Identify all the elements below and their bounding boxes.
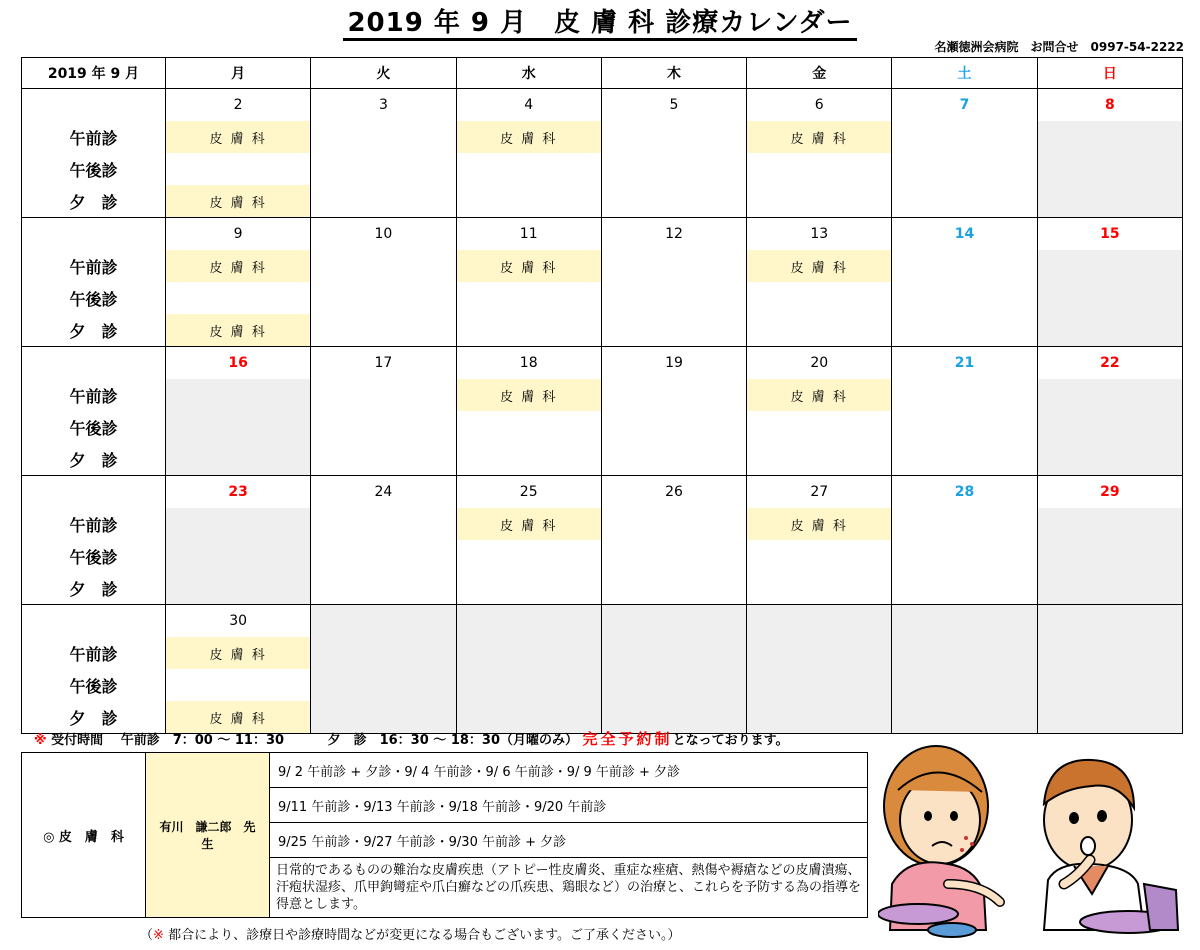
- clinic-slot-closed: [166, 540, 311, 572]
- clinic-slot-closed: [1037, 701, 1182, 734]
- clinic-slot-empty: [892, 185, 1037, 218]
- date-cell: 16: [166, 347, 311, 380]
- contact-info: 名瀬徳洲会病院 お問合せ 0997-54-2222: [934, 40, 1184, 54]
- clinic-slot-closed: [166, 379, 311, 411]
- clinic-slot-empty: [601, 153, 746, 185]
- woman-figure-icon: [878, 746, 1000, 937]
- slot-label: 午前診: [22, 121, 166, 153]
- clinic-slot-closed: [1037, 443, 1182, 476]
- clinic-slot-empty: [892, 314, 1037, 347]
- slot-label: 午前診: [22, 637, 166, 669]
- date-cell: 28: [892, 476, 1037, 509]
- clinic-slot-empty: [311, 443, 456, 476]
- slot-label: 午前診: [22, 508, 166, 540]
- dept-label: 皮 膚 科: [209, 195, 267, 211]
- slot-row-morning: [22, 637, 1183, 669]
- clinic-slot-empty: [601, 540, 746, 572]
- clinic-slot-empty: [892, 411, 1037, 443]
- clinic-slot-open: [166, 185, 311, 218]
- clinic-slot-open: [166, 250, 311, 282]
- clinic-slot-empty: [892, 508, 1037, 540]
- clinic-slot-empty: [456, 443, 601, 476]
- clinic-slot-closed: [1037, 153, 1182, 185]
- clinic-slot-open: [166, 637, 311, 669]
- clinic-slot-empty: [311, 250, 456, 282]
- date-cell: 23: [166, 476, 311, 509]
- clinic-slot-open: [166, 314, 311, 347]
- weekday-sun: 日: [1037, 58, 1182, 89]
- weekday-header-row: [22, 58, 1183, 89]
- date-cell: 30: [166, 605, 311, 638]
- weekday-sat: 土: [892, 58, 1037, 89]
- clinic-slot-empty: [747, 572, 892, 605]
- clinic-slot-open: [456, 121, 601, 153]
- clinic-slot-empty: [456, 411, 601, 443]
- clinic-slot-empty: [601, 443, 746, 476]
- schedule-line: 9/ 2 午前診 + 夕診・9/ 4 午前診・9/ 6 午前診・9/ 9 午前診 + 夕診: [270, 753, 868, 788]
- clinic-slot-closed: [311, 669, 456, 701]
- reception-hours: 受付時間 午前診 7：00 〜 11：30 夕 診 16：30 〜 18：30（月曜のみ）: [51, 733, 579, 748]
- clinic-slot-open: [166, 121, 311, 153]
- date-cell: 11: [456, 218, 601, 251]
- slot-label: 夕 診: [22, 314, 166, 347]
- clinic-slot-open: [456, 379, 601, 411]
- clinic-slot-empty: [601, 411, 746, 443]
- clinic-slot-closed: [1037, 250, 1182, 282]
- clinic-slot-closed: [747, 637, 892, 669]
- clinic-slot-closed: [1037, 669, 1182, 701]
- date-cell: [747, 605, 892, 638]
- clinic-slot-empty: [601, 508, 746, 540]
- clinic-slot-closed: [1037, 121, 1182, 153]
- weekday-fri: 金: [747, 58, 892, 89]
- reception-notice: [34, 728, 789, 749]
- clinic-slot-empty: [892, 572, 1037, 605]
- clinic-slot-closed: [1037, 379, 1182, 411]
- clinic-slot-open: [747, 508, 892, 540]
- date-cell: 21: [892, 347, 1037, 380]
- clinic-slot-open: [456, 508, 601, 540]
- slot-row-evening: [22, 314, 1183, 347]
- clinic-slot-closed: [1037, 572, 1182, 605]
- doctor-name: 有川 謙二郎 先生: [146, 753, 270, 918]
- slot-label: 午前診: [22, 250, 166, 282]
- date-cell: 17: [311, 347, 456, 380]
- clinic-slot-closed: [1037, 637, 1182, 669]
- clinic-slot-empty: [892, 282, 1037, 314]
- slot-row-afternoon: [22, 411, 1183, 443]
- clinic-slot-empty: [311, 379, 456, 411]
- clinic-slot-closed: [166, 443, 311, 476]
- clinic-slot-empty: [892, 540, 1037, 572]
- clinic-slot-closed: [747, 669, 892, 701]
- doctor-info-table: [21, 752, 868, 918]
- date-cell: 19: [601, 347, 746, 380]
- clinic-slot-closed: [1037, 411, 1182, 443]
- date-cell: [456, 605, 601, 638]
- slot-row-afternoon: [22, 153, 1183, 185]
- date-cell: 26: [601, 476, 746, 509]
- clinic-slot-empty: [456, 185, 601, 218]
- clinic-slot-empty: [601, 379, 746, 411]
- date-cell: 9: [166, 218, 311, 251]
- date-cell: 2: [166, 89, 311, 122]
- clinic-slot-empty: [747, 411, 892, 443]
- slot-row-afternoon: [22, 540, 1183, 572]
- clinic-slot-empty: [311, 572, 456, 605]
- footnote-mark: ※: [153, 928, 164, 943]
- date-row: [22, 218, 1183, 251]
- slot-label: 夕 診: [22, 572, 166, 605]
- slot-label: 夕 診: [22, 701, 166, 734]
- man-figure-icon: [1044, 760, 1178, 933]
- date-cell: 24: [311, 476, 456, 509]
- dept-label: 皮 膚 科: [500, 389, 558, 405]
- dept-label: 皮 膚 科: [790, 389, 848, 405]
- clinic-slot-empty: [456, 314, 601, 347]
- clinic-slot-empty: [311, 411, 456, 443]
- clinic-slot-open: [747, 250, 892, 282]
- notice-mark: ※: [34, 733, 47, 748]
- clinic-slot-empty: [892, 121, 1037, 153]
- clinic-slot-empty: [747, 540, 892, 572]
- clinic-slot-empty: [892, 443, 1037, 476]
- date-cell: [311, 605, 456, 638]
- row-label-blank: [22, 89, 166, 122]
- date-cell: 14: [892, 218, 1037, 251]
- clinic-slot-empty: [601, 250, 746, 282]
- date-cell: [892, 605, 1037, 638]
- date-cell: [1037, 605, 1182, 638]
- clinic-slot-empty: [601, 185, 746, 218]
- month-label: 2019 年 9 月: [22, 58, 166, 89]
- clinic-slot-empty: [311, 508, 456, 540]
- slot-row-morning: [22, 508, 1183, 540]
- dept-label: 皮 膚 科: [790, 131, 848, 147]
- dept-label: 皮 膚 科: [790, 518, 848, 534]
- date-row: [22, 476, 1183, 509]
- date-cell: 22: [1037, 347, 1182, 380]
- clinic-slot-closed: [166, 411, 311, 443]
- dept-label: 皮 膚 科: [500, 131, 558, 147]
- clinic-slot-empty: [747, 314, 892, 347]
- clinic-slot-closed: [166, 572, 311, 605]
- clinic-slot-closed: [166, 508, 311, 540]
- clinic-slot-closed: [892, 669, 1037, 701]
- date-cell: 29: [1037, 476, 1182, 509]
- clinic-slot-closed: [311, 637, 456, 669]
- slot-label: 午前診: [22, 379, 166, 411]
- clinic-slot-empty: [747, 443, 892, 476]
- date-row: [22, 605, 1183, 638]
- department-name: ◎ 皮 膚 科: [22, 753, 146, 918]
- dept-label: 皮 膚 科: [500, 260, 558, 276]
- dept-label: 皮 膚 科: [209, 647, 267, 663]
- clinic-slot-empty: [747, 153, 892, 185]
- clinic-slot-closed: [892, 701, 1037, 734]
- slot-label: 午後診: [22, 282, 166, 314]
- clinic-slot-empty: [166, 153, 311, 185]
- slot-label: 午後診: [22, 411, 166, 443]
- clinic-slot-empty: [892, 250, 1037, 282]
- slot-row-afternoon: [22, 669, 1183, 701]
- footnote: （※ 都合により、診療日や診療時間などが変更になる場合もございます。ご了承ください。）: [140, 928, 681, 943]
- slot-row-evening: [22, 185, 1183, 218]
- date-cell: 7: [892, 89, 1037, 122]
- clinic-slot-closed: [601, 669, 746, 701]
- date-row: [22, 89, 1183, 122]
- clinic-slot-open: [747, 379, 892, 411]
- date-cell: 13: [747, 218, 892, 251]
- date-cell: 10: [311, 218, 456, 251]
- slot-row-morning: [22, 250, 1183, 282]
- slot-row-evening: [22, 572, 1183, 605]
- patients-illustration: [878, 734, 1190, 939]
- weekday-thu: 木: [601, 58, 746, 89]
- page-title: 2019 年 9 月 皮 膚 科 診療カレンダー: [0, 2, 1200, 39]
- slot-label: 夕 診: [22, 185, 166, 218]
- reservation-only: 完全予約制: [582, 730, 673, 748]
- date-cell: 3: [311, 89, 456, 122]
- date-cell: 12: [601, 218, 746, 251]
- clinic-slot-empty: [311, 282, 456, 314]
- date-cell: 25: [456, 476, 601, 509]
- slot-label: 午後診: [22, 669, 166, 701]
- clinic-slot-closed: [456, 637, 601, 669]
- clinic-slot-empty: [601, 282, 746, 314]
- date-cell: 20: [747, 347, 892, 380]
- clinic-slot-empty: [892, 379, 1037, 411]
- clinic-slot-empty: [747, 282, 892, 314]
- clinic-slot-closed: [456, 669, 601, 701]
- dept-label: 皮 膚 科: [790, 260, 848, 276]
- date-cell: 18: [456, 347, 601, 380]
- dept-label: 皮 膚 科: [500, 518, 558, 534]
- row-label-blank: [22, 476, 166, 509]
- clinic-slot-empty: [166, 282, 311, 314]
- slot-label: 夕 診: [22, 443, 166, 476]
- clinic-slot-empty: [892, 153, 1037, 185]
- clinic-slot-empty: [601, 314, 746, 347]
- slot-row-morning: [22, 379, 1183, 411]
- weekday-wed: 水: [456, 58, 601, 89]
- clinic-calendar: [21, 57, 1183, 734]
- schedule-line: 9/11 午前診・9/13 午前診・9/18 午前診・9/20 午前診: [270, 788, 868, 823]
- slot-row-morning: [22, 121, 1183, 153]
- clinic-slot-empty: [601, 572, 746, 605]
- clinic-slot-closed: [1037, 508, 1182, 540]
- clinic-slot-empty: [747, 185, 892, 218]
- date-cell: 6: [747, 89, 892, 122]
- row-label-blank: [22, 605, 166, 638]
- date-cell: 27: [747, 476, 892, 509]
- notice-tail: となっております。: [672, 733, 789, 748]
- clinic-slot-empty: [311, 121, 456, 153]
- slot-label: 午後診: [22, 540, 166, 572]
- clinic-slot-empty: [456, 572, 601, 605]
- date-cell: 5: [601, 89, 746, 122]
- clinic-slot-closed: [601, 637, 746, 669]
- clinic-slot-empty: [166, 669, 311, 701]
- weekday-tue: 火: [311, 58, 456, 89]
- date-cell: 15: [1037, 218, 1182, 251]
- clinic-slot-closed: [1037, 185, 1182, 218]
- weekday-mon: 月: [166, 58, 311, 89]
- dept-label: 皮 膚 科: [209, 131, 267, 147]
- date-cell: 8: [1037, 89, 1182, 122]
- clinic-slot-closed: [1037, 282, 1182, 314]
- date-cell: [601, 605, 746, 638]
- schedule-line: 9/25 午前診・9/27 午前診・9/30 午前診 + 夕診: [270, 823, 868, 858]
- clinic-slot-empty: [456, 282, 601, 314]
- specialty-description: 日常的であるものの難治な皮膚疾患（アトピー性皮膚炎、重症な痤瘡、熱傷や褥瘡などの皮膚潰瘍、汗疱状湿疹、爪甲鉤彎症や爪白癬などの爪疾患、鶏眼など）の治療と、これらを予防する為の指導を得意とします。: [270, 858, 868, 918]
- row-label-blank: [22, 218, 166, 251]
- dept-label: 皮 膚 科: [209, 260, 267, 276]
- clinic-slot-closed: [1037, 540, 1182, 572]
- clinic-slot-empty: [311, 185, 456, 218]
- clinic-slot-empty: [456, 153, 601, 185]
- clinic-slot-empty: [311, 314, 456, 347]
- clinic-slot-empty: [456, 540, 601, 572]
- date-row: [22, 347, 1183, 380]
- clinic-slot-empty: [601, 121, 746, 153]
- date-cell: 4: [456, 89, 601, 122]
- dept-label: 皮 膚 科: [209, 711, 267, 727]
- clinic-slot-closed: [892, 637, 1037, 669]
- slot-row-evening: [22, 443, 1183, 476]
- clinic-slot-open: [456, 250, 601, 282]
- slot-label: 午後診: [22, 153, 166, 185]
- clinic-slot-open: [747, 121, 892, 153]
- clinic-slot-empty: [311, 153, 456, 185]
- clinic-slot-empty: [311, 540, 456, 572]
- clinic-slot-closed: [1037, 314, 1182, 347]
- dept-label: 皮 膚 科: [209, 324, 267, 340]
- slot-row-afternoon: [22, 282, 1183, 314]
- row-label-blank: [22, 347, 166, 380]
